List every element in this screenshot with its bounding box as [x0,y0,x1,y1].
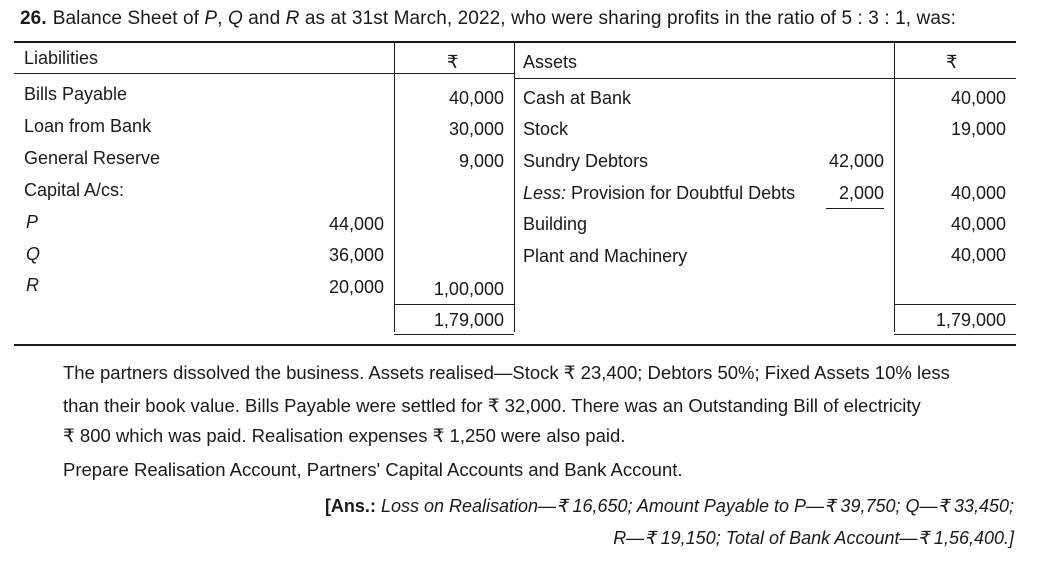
asset-grand-total: 1,79,000 [935,310,1006,330]
title-part: and [242,8,286,29]
asset-cash-amount: 40,000 [950,88,1006,108]
header-liab-currency: ₹ [447,52,459,72]
debtors-sub-rule [826,208,884,209]
liab-capital-total: 1,00,000 [433,279,504,299]
liab-bills-payable-label: Bills Payable [24,84,128,104]
liab-capital-label: Capital A/cs: [24,180,125,200]
body-line: The partners dissolved the business. Assets realised—Stock ₹ 23,400; Debtors 50%; Fixed Assets 10% less [63,362,950,383]
question-heading [20,8,956,30]
answer-prefix: [Ans.: [324,496,376,516]
liab-capital-r-label: R [26,275,39,295]
title-part: as at 31st March, 2022, who were sharing profits in the ratio of 5 : 3 : 1, was: [299,8,956,29]
body-line: than their book value. Bills Payable were settled for ₹ 32,000. There was an Outstanding Bill of electricity [63,395,921,416]
title-partner-r: R [285,8,300,29]
total-rule-liab [394,334,514,335]
liab-general-reserve-label: General Reserve [24,148,161,168]
liab-loan-label: Loan from Bank [24,116,152,136]
asset-stock-amount: 19,000 [950,119,1006,139]
col-divider-middle [514,42,515,332]
asset-plant-label: Plant and Machinery [523,246,688,266]
liab-loan-amount: 30,000 [448,119,504,139]
question-number: 26. [20,8,47,29]
answer-line-1 [325,495,1014,517]
header-liabilities: Liabilities [24,48,99,68]
header-rule-right [514,78,1016,79]
liab-capital-r-amount: 20,000 [328,277,384,297]
liab-capital-q-label: Q [26,244,41,264]
liab-general-reserve-amount: 9,000 [458,151,504,171]
asset-provision-label [523,182,795,204]
liab-capital-q-amount: 36,000 [328,245,384,265]
liab-bills-payable-amount: 40,000 [448,88,504,108]
subtotal-rule-liab [394,304,514,305]
asset-plant-amount: 40,000 [950,245,1006,265]
asset-provision-prefix: Less: [523,183,567,203]
table-top-rule [14,41,1016,43]
asset-building-amount: 40,000 [950,214,1006,234]
title-partner-q: Q [227,8,243,29]
asset-provision-text: Provision for Doubtful Debts [566,183,796,203]
asset-debtors-net-amount: 40,000 [950,183,1006,203]
body-line: ₹ 800 which was paid. Realisation expenses ₹ 1,250 were also paid. [63,425,626,446]
col-divider-asset-amount [894,42,895,332]
liab-grand-total: 1,79,000 [433,310,504,330]
answer-text: Loss on Realisation—₹ 16,650; Amount Payable to P—₹ 39,750; Q—₹ 33,450; [375,496,1014,516]
liab-capital-p-label: P [26,212,39,232]
title-part: Balance Sheet of [52,8,205,29]
answer-line-2: R—₹ 19,150; Total of Bank Account—₹ 1,56,400.] [613,528,1014,548]
header-rule-left [14,73,514,74]
asset-debtors-label: Sundry Debtors [523,151,649,171]
body-instruction: Prepare Realisation Account, Partners' Capital Accounts and Bank Account. [63,459,683,480]
title-partner-p: P [204,8,218,29]
asset-debtors-amount: 42,000 [828,151,884,171]
subtotal-rule-asset [894,304,1016,305]
asset-cash-label: Cash at Bank [523,88,632,108]
col-divider-liab-amount [394,42,395,332]
liab-capital-p-amount: 44,000 [328,214,384,234]
total-rule-asset [894,334,1016,335]
table-bottom-rule [14,344,1016,346]
asset-stock-label: Stock [523,119,569,139]
header-asset-currency: ₹ [946,52,958,72]
asset-provision-amount: 2,000 [838,183,884,203]
title-part: , [217,8,228,29]
asset-building-label: Building [523,214,588,234]
header-assets: Assets [523,52,578,72]
